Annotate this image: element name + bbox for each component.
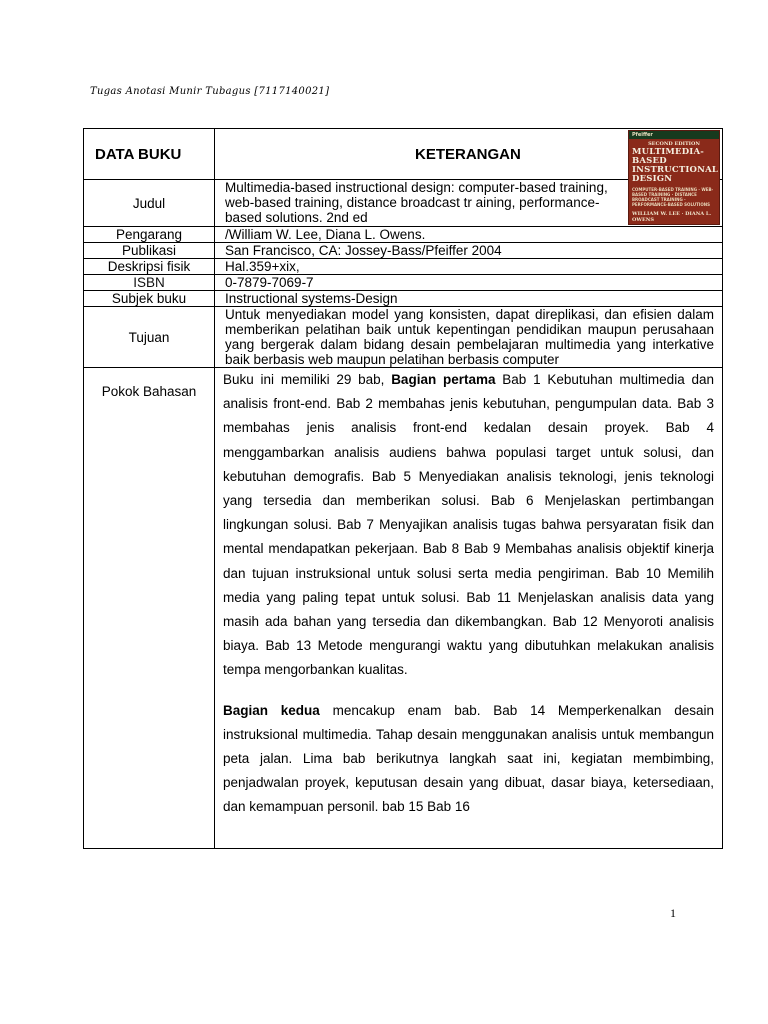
header-keterangan: KETERANGAN xyxy=(415,146,521,163)
label-tujuan: Tujuan xyxy=(84,307,215,368)
row-pokok-bahasan xyxy=(84,368,723,849)
cover-subtitle: COMPUTER-BASED TRAINING · WEB-BASED TRAINING · DISTANCE BROADCAST TRAINING · PERFORMANCE-BASED SOLUTIONS xyxy=(632,187,714,207)
row-isbn xyxy=(84,275,723,291)
pokok-paragraph-2: Bagian kedua mencakup enam bab. Bab 14 Memperkenalkan desain instruksional multimedia. Tahap desain menggunakan analisis untuk membangun peta jalan. Lima bab berikutnya langkah saat ini, kegiatan membimbing, penjadwalan proyek, keputusan desain yang dibuat, dasar biaya, ketersediaan, dan kemampuan personil. bab 15 Bab 16 xyxy=(223,702,714,815)
row-deskripsi-fisik xyxy=(84,259,723,275)
cover-publisher-mark: Pfeiffer xyxy=(632,132,653,138)
label-subjek-buku: Subjek buku xyxy=(84,291,215,307)
row-publikasi xyxy=(84,243,723,259)
value-tujuan: Untuk menyediakan model yang konsisten, dapat direplikasi, dan efisien dalam memberikan pelatihan baik untuk kepentingan pendidikan maupun perusahaan yang bergerak dalam bidang desain pembelajaran multimedia yang interkative baik berbasis web maupun pelatihan berbasis computer xyxy=(215,307,723,368)
row-subjek-buku xyxy=(84,291,723,307)
pokok-bagian-pertama: Bagian pertama xyxy=(391,372,496,387)
row-pengarang xyxy=(84,227,723,243)
document-header-note: Tugas Anotasi Munir Tubagus [7117140021] xyxy=(90,86,330,97)
cover-edition: SECOND EDITION xyxy=(648,141,700,147)
label-judul: Judul xyxy=(84,180,215,227)
label-publikasi: Publikasi xyxy=(84,243,215,259)
label-isbn: ISBN xyxy=(84,275,215,291)
page-number: 1 xyxy=(670,906,676,920)
value-subjek-buku: Instructional systems-Design xyxy=(215,291,723,307)
header-data-buku: DATA BUKU xyxy=(84,129,215,180)
pokok-bagian-kedua: Bagian kedua xyxy=(223,702,320,718)
cover-title: MULTIMEDIA-BASED INSTRUCTIONAL DESIGN xyxy=(632,147,719,184)
row-tujuan xyxy=(84,307,723,368)
value-deskripsi-fisik: Hal.359+xix, xyxy=(215,259,723,275)
book-data-table xyxy=(83,128,723,849)
table-header-row xyxy=(84,129,723,180)
label-deskripsi-fisik: Deskripsi fisik xyxy=(84,259,215,275)
label-pokok-bahasan: Pokok Bahasan xyxy=(84,368,215,849)
value-publikasi: San Francisco, CA: Jossey-Bass/Pfeiffer 2004 xyxy=(215,243,723,259)
row-judul xyxy=(84,180,723,227)
value-pokok-bahasan xyxy=(215,368,723,849)
book-cover-image xyxy=(628,130,720,225)
cover-authors: WILLIAM W. LEE · DIANA L. OWENS xyxy=(632,211,712,223)
value-judul: Multimedia-based instructional design: computer-based training, web-based training, distance broadcast tr aining, performance-based solutions. 2nd ed xyxy=(215,180,723,227)
value-isbn: 0-7879-7069-7 xyxy=(215,275,723,291)
pokok-paragraph-1: Buku ini memiliki 29 bab, Bagian pertama Bab 1 Kebutuhan multimedia dan analisis front-end. Bab 2 membahas jenis kebutuhan, pengumpulan data. Bab 3 membahas jenis analisis front-end kedalan desain proyek. Bab 4 menggambarkan analisis audiens bahwa populasi target untuk solusi, dan kebutuhan demografis. Bab 5 Menyediakan analisis teknologi, jenis teknologi yang tersedia dan memberikan solusi. Bab 6 Menjelaskan pertimbangan lingkungan solusi. Bab 7 Menyajikan analisis tugas bahwa persyaratan fisik dan mental mendapatkan pekerjaan. Bab 8 Bab 9 Membahas analisis objektif kinerja dan tujuan instruksional untuk solusi serta media pengiriman. Bab 10 Memilih media yang paling tepat untuk solusi. Bab 11 Menjelaskan analisis data yang masih ada bahan yang tersedia dan dikembangkan. Bab 12 Menyoroti analisis biaya. Bab 13 Metode mengurangi waktu yang dibutuhkan melakukan analisis tempa mengorbankan kualitas. xyxy=(223,372,714,678)
value-pengarang: /William W. Lee, Diana L. Owens. xyxy=(215,227,723,243)
label-pengarang: Pengarang xyxy=(84,227,215,243)
